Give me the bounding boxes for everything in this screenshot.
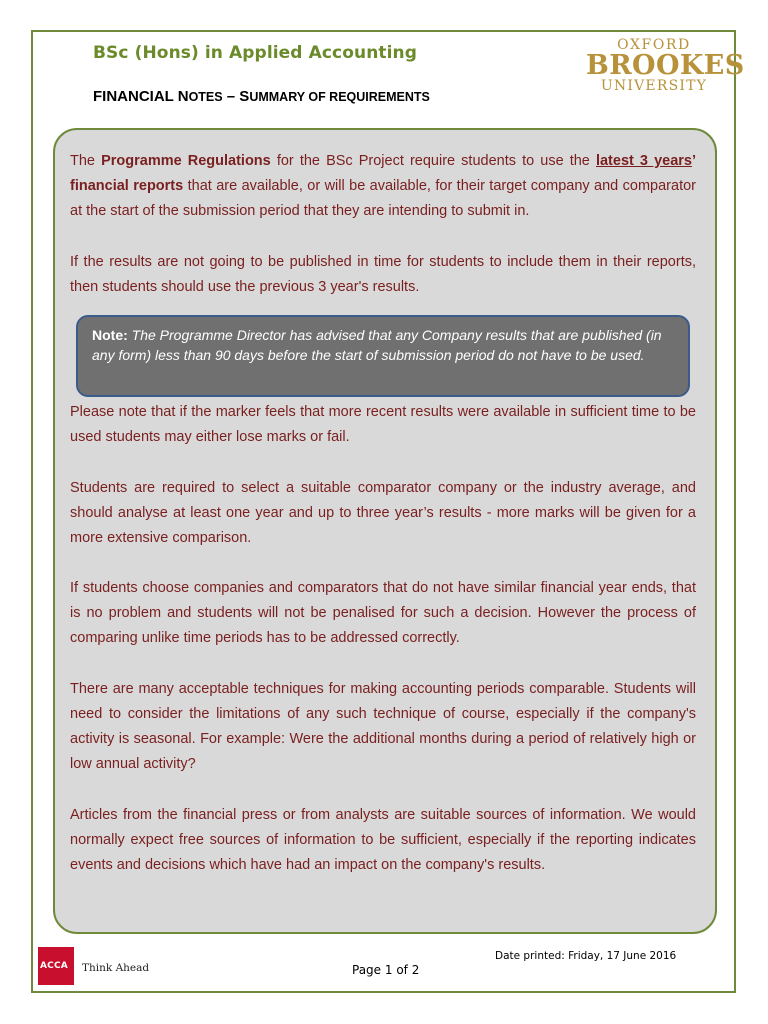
paragraph-sources: Articles from the financial press or from analysts are suitable sources of information. We would normally expect free sources of information to be sufficient, especially if the reporting indicates events and decisions which have had an impact on the company's results.	[70, 807, 696, 873]
paragraph-techniques: There are many acceptable techniques for making accounting periods comparable. Students will need to consider the limitations of any such technique of course, especially if the company's activity is seasonal. For example: Were the additional months during a period of relatively high or low annual activity?	[70, 681, 696, 772]
note-box	[76, 315, 690, 397]
document-title: BSc (Hons) in Applied Accounting	[93, 43, 418, 63]
logo-line-university: UNIVERSITY	[600, 78, 708, 94]
acca-logo-text: ACCA	[40, 961, 68, 971]
paragraph-comparator: Students are required to select a suitable comparator company or the industry average, and should analyse at least one year and up to three year’s results - more marks will be given for a more extensive comparison.	[70, 480, 696, 546]
note-text: The Programme Director has advised that any Company results that are published (in any form) less than 90 days before the start of submission period do not have to be used.	[92, 327, 662, 363]
logo-line-oxford: OXFORD	[617, 37, 691, 53]
text-bold: Programme Regulations	[101, 153, 271, 169]
subtitle-part: OTES	[188, 90, 223, 104]
paragraph-year-ends: If students choose companies and comparators that do not have similar financial year ends, that is no problem and students will not be penalised for such a decision. However the process of comparing unlike time periods has to be addressed correctly.	[70, 580, 696, 646]
subtitle-part: –	[222, 88, 240, 105]
oxford-brookes-logo	[586, 37, 745, 94]
document-subtitle	[93, 88, 430, 105]
paragraph-regulations	[70, 149, 696, 224]
subtitle-part: UMMARY OF REQUIREMENTS	[249, 90, 430, 104]
subtitle-part: FINANCIAL N	[93, 88, 189, 105]
text-bold: ’ financial reports	[70, 153, 697, 194]
text-run: that are available, or will be available, for their target company and comparator at the start of the submission period that they are intending to submit in.	[70, 178, 696, 219]
date-printed: Date printed: Friday, 17 June 2016	[495, 950, 677, 962]
paragraph-results-timing: If the results are not going to be published in time for students to include them in their reports, then students should use the previous 3 year's results.	[70, 254, 696, 295]
acca-logo	[38, 947, 74, 985]
acca-tagline: Think Ahead	[82, 962, 150, 974]
paragraph-marker: Please note that if the marker feels that more recent results were available in sufficient time to be used students may either lose marks or fail.	[70, 404, 696, 445]
text-run: for the BSc Project require students to use the	[270, 153, 596, 169]
text-underlined: latest 3 years	[595, 153, 692, 169]
note-label: Note:	[92, 327, 128, 343]
subtitle-part: S	[239, 88, 250, 105]
logo-line-brookes: BROOKES	[586, 50, 745, 81]
text-run: The	[70, 153, 102, 169]
page-number: Page 1 of 2	[352, 963, 420, 977]
